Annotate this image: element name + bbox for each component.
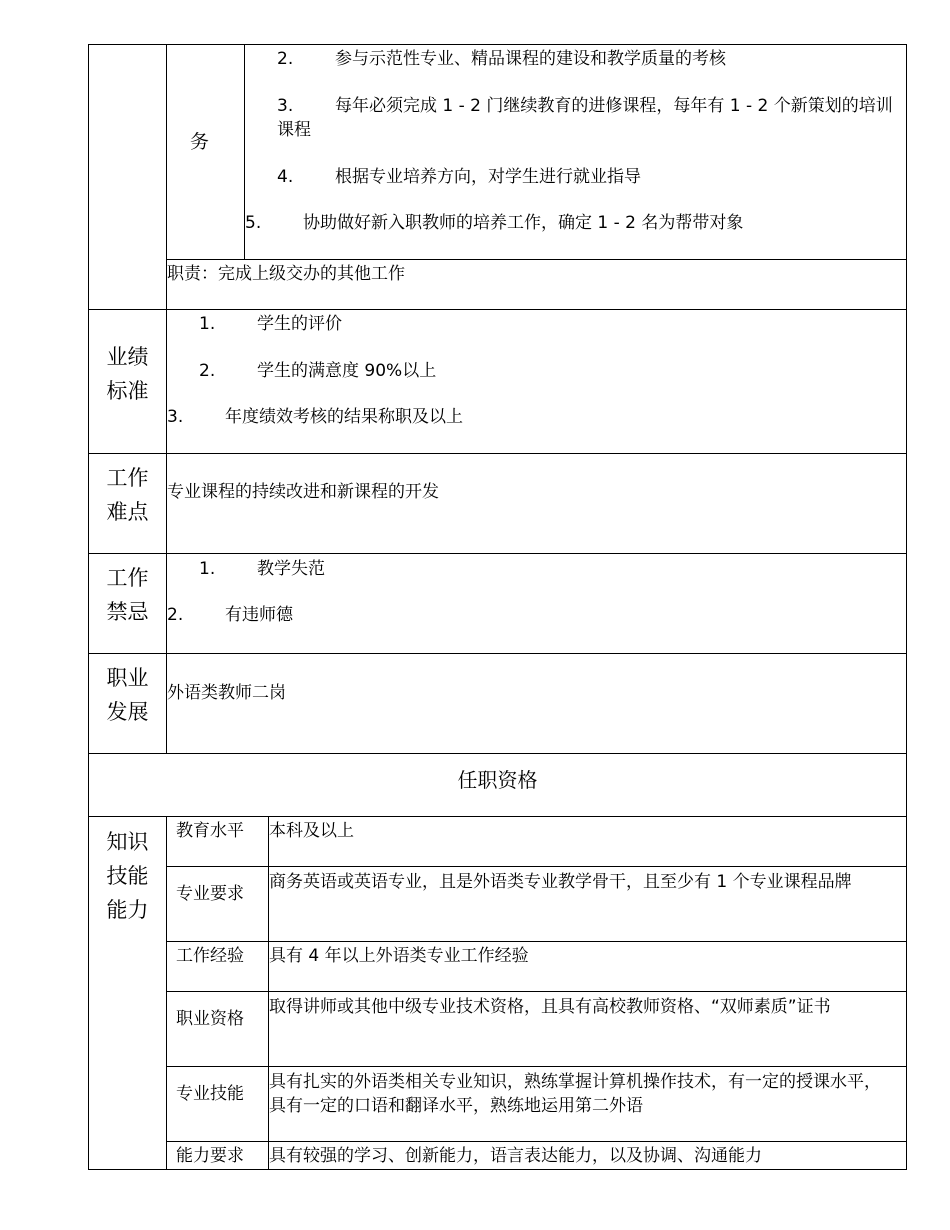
taboo-item xyxy=(199,557,325,581)
career-label xyxy=(89,661,166,729)
duty-item-text: 协助做好新入职教师的培养工作，确定 1 - 2 名为帮带对象 xyxy=(303,213,744,233)
qualification-value: 具有较强的学习、创新能力，语言表达能力，以及协调、沟通能力 xyxy=(269,1146,762,1166)
item-text: 年度绩效考核的结果称职及以上 xyxy=(225,407,463,427)
item-text: 学生的满意度 90%以上 xyxy=(257,361,437,381)
career-label-line: 职业 xyxy=(106,666,149,690)
table-border-bottom xyxy=(88,1169,907,1170)
difficulty-label-line: 工作 xyxy=(106,466,149,490)
divider xyxy=(166,991,907,992)
item-text: 学生的评价 xyxy=(257,314,342,334)
item-number: 2. xyxy=(199,361,216,381)
performance-label-line: 业绩 xyxy=(106,345,149,369)
duty-other: 职责：完成上级交办的其他工作 xyxy=(167,264,405,284)
duty-item-number: 3. xyxy=(277,96,294,116)
duty-item xyxy=(277,47,726,71)
duty-item-text: 根据专业培养方向，对学生进行就业指导 xyxy=(335,167,641,187)
qualification-label: 专业要求 xyxy=(176,884,244,904)
qualification-value: 商务英语或英语专业，且是外语类专业教学骨干，且至少有 1 个专业课程品牌 xyxy=(269,872,852,892)
item-number: 3. xyxy=(167,407,184,427)
career-text: 外语类教师二岗 xyxy=(167,683,286,703)
divider xyxy=(88,453,907,454)
qualification-value: 取得讲师或其他中级专业技术资格，且具有高校教师资格、“双师素质”证书 xyxy=(269,997,831,1017)
item-text: 教学失范 xyxy=(257,559,325,579)
qualification-label: 能力要求 xyxy=(176,1146,244,1166)
divider xyxy=(166,941,907,942)
duty-item xyxy=(277,165,641,189)
qualification-value: 本科及以上 xyxy=(269,821,354,841)
item-number: 1. xyxy=(199,314,216,334)
qualification-value: 具有扎实的外语类相关专业知识，熟练掌握计算机操作技术，有一定的授课水平，具有一定的口语和翻译水平，熟练地运用第二外语 xyxy=(269,1072,881,1116)
performance-item xyxy=(199,359,436,383)
qualification-value: 具有 4 年以上外语类专业工作经验 xyxy=(269,946,529,966)
duty-item-text: 每年必须完成 1 - 2 门继续教育的进修课程，每年有 1 - 2 个新策划的培训课程 xyxy=(277,96,893,140)
qualification-label: 教育水平 xyxy=(176,821,244,841)
table-border-top xyxy=(88,44,907,45)
group-label-line: 知识 xyxy=(106,830,149,854)
qualification-label: 职业资格 xyxy=(176,1009,244,1029)
difficulty-text: 专业课程的持续改进和新课程的开发 xyxy=(167,482,439,502)
duty-item xyxy=(245,211,743,235)
item-number: 2. xyxy=(167,605,184,625)
group-label-line: 能力 xyxy=(106,898,149,922)
divider xyxy=(88,816,907,817)
divider xyxy=(166,1066,907,1067)
performance-label-line: 标准 xyxy=(106,379,149,403)
performance-label xyxy=(89,340,166,408)
duty-item-number: 4. xyxy=(277,167,294,187)
taboo-label-line: 工作 xyxy=(106,566,149,590)
qualifications-group-label xyxy=(89,825,166,927)
group-label-line: 技能 xyxy=(106,864,149,888)
duties-label: 务 xyxy=(190,131,210,153)
duty-item-number: 2. xyxy=(277,49,294,69)
divider xyxy=(88,553,907,554)
divider xyxy=(88,309,907,310)
duty-item xyxy=(277,94,893,142)
divider xyxy=(88,753,907,754)
divider xyxy=(166,866,907,867)
duty-item-text: 参与示范性专业、精品课程的建设和教学质量的考核 xyxy=(335,49,726,69)
taboo-label xyxy=(89,561,166,629)
taboo-item xyxy=(167,603,293,627)
divider xyxy=(166,1141,907,1142)
divider xyxy=(166,816,167,1170)
career-label-line: 发展 xyxy=(106,700,149,724)
table-border-right xyxy=(906,44,907,1170)
performance-item xyxy=(199,312,342,336)
item-number: 1. xyxy=(199,559,216,579)
duty-item-number: 5. xyxy=(245,213,262,233)
difficulty-label-line: 难点 xyxy=(106,500,149,524)
taboo-label-line: 禁忌 xyxy=(106,600,149,624)
difficulty-label xyxy=(89,461,166,529)
divider xyxy=(166,259,907,260)
qualification-label: 工作经验 xyxy=(176,946,244,966)
divider xyxy=(88,653,907,654)
item-text: 有违师德 xyxy=(225,605,293,625)
qualifications-header: 任职资格 xyxy=(457,768,538,792)
qualification-label: 专业技能 xyxy=(176,1084,244,1104)
performance-item xyxy=(167,405,463,429)
